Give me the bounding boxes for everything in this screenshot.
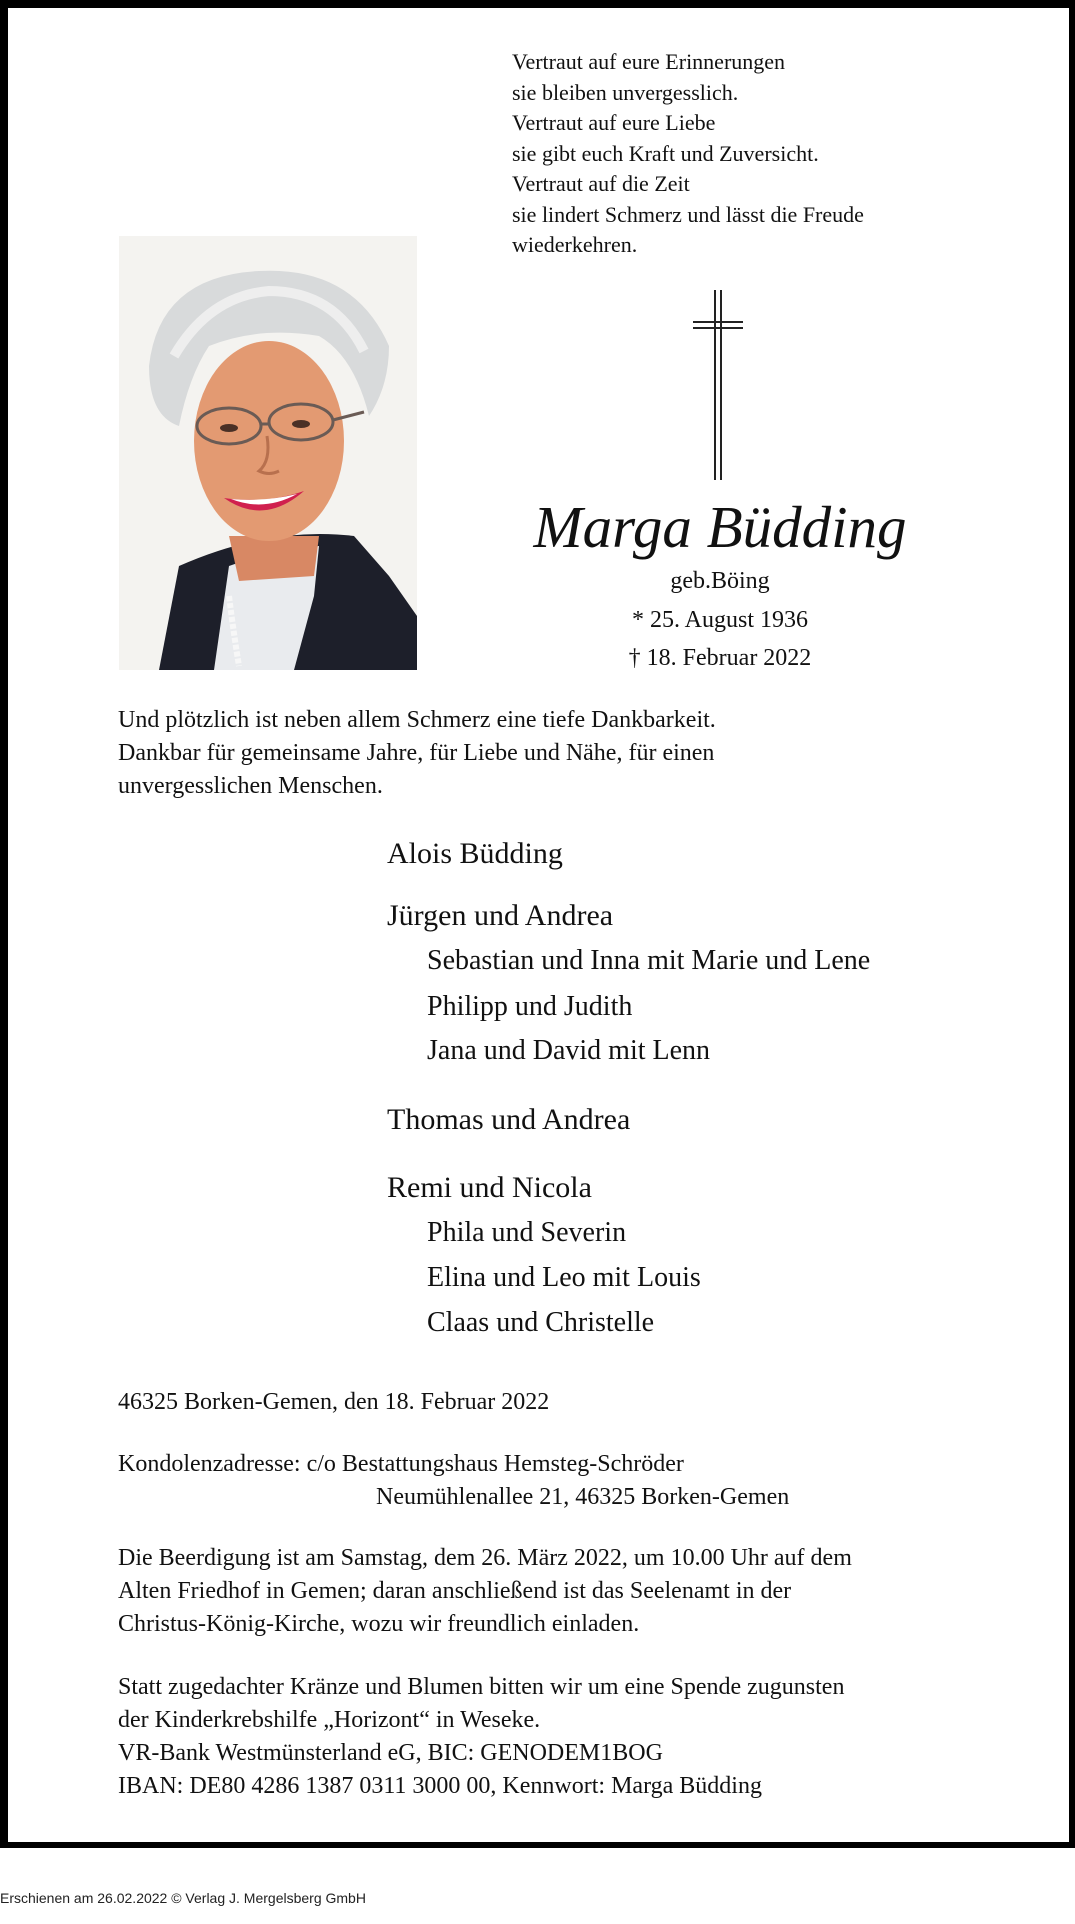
poem-line: Vertraut auf die Zeit [512, 171, 690, 196]
condolence-address [118, 1448, 789, 1514]
funeral-line: Christus-König-Kirche, wozu wir freundlich einladen. [118, 1611, 640, 1637]
family-group1-head: Jürgen und Andrea [387, 899, 614, 932]
intro-text [118, 704, 716, 803]
intro-line: Und plötzlich ist neben allem Schmerz eine tiefe Dankbarkeit. [118, 707, 716, 733]
donation-line: der Kinderkrebshilfe „Horizont“ in Weseke. [118, 1707, 541, 1733]
family-child: Jana und David mit Lenn [427, 1035, 711, 1066]
family-child: Sebastian und Inna mit Marie und Lene [427, 945, 871, 976]
family-spouse: Alois Büdding [387, 837, 563, 870]
intro-line: Dankbar für gemeinsame Jahre, für Liebe und Nähe, für einen [118, 740, 715, 766]
donation-line: Statt zugedachter Kränze und Blumen bitten wir um eine Spende zugunsten [118, 1674, 845, 1700]
intro-line: unvergesslichen Menschen. [118, 773, 383, 799]
donation-line: IBAN: DE80 4286 1387 0311 3000 00, Kennwort: Marga Büdding [118, 1773, 762, 1799]
family-child: Claas und Christelle [427, 1307, 655, 1338]
funeral-line: Die Beerdigung ist am Samstag, dem 26. März 2022, um 10.00 Uhr auf dem [118, 1545, 852, 1571]
donation-line: VR-Bank Westmünsterland eG, BIC: GENODEM1BOG [118, 1740, 663, 1766]
poem-line: Vertraut auf eure Erinnerungen [512, 49, 786, 74]
family-group3-head: Remi und Nicola [387, 1171, 592, 1204]
place-date: 46325 Borken-Gemen, den 18. Februar 2022 [118, 1389, 550, 1415]
cross-icon [688, 290, 748, 480]
maiden-name: geb.Böing [670, 568, 770, 594]
condolence-line: Neumühlenallee 21, 46325 Borken-Gemen [376, 1484, 790, 1510]
poem [512, 47, 864, 261]
poem-line: wiederkehren. [512, 232, 638, 257]
family-child: Philipp und Judith [427, 991, 633, 1022]
family-child: Phila und Severin [427, 1217, 627, 1248]
poem-line: sie bleiben unvergesslich. [512, 79, 739, 105]
deceased-name: Marga Büdding [533, 494, 907, 560]
death-date: † 18. Februar 2022 [628, 645, 812, 671]
condolence-line: Kondolenzadresse: c/o Bestattungshaus Hemsteg-Schröder [118, 1451, 684, 1477]
publication-footer: Erschienen am 26.02.2022 © Verlag J. Mergelsberg GmbH [0, 1890, 366, 1906]
poem-line: sie lindert Schmerz und lässt die Freude [512, 201, 864, 227]
birth-date: * 25. August 1936 [631, 607, 808, 633]
donation-info [118, 1671, 844, 1803]
poem-line: sie gibt euch Kraft und Zuversicht. [512, 140, 819, 166]
family-group2-head: Thomas und Andrea [387, 1103, 631, 1136]
funeral-info [118, 1542, 852, 1641]
poem-line: Vertraut auf eure Liebe [512, 110, 716, 135]
family-child: Elina und Leo mit Louis [427, 1262, 701, 1293]
portrait-photo [119, 236, 417, 670]
funeral-line: Alten Friedhof in Gemen; daran anschließend ist das Seelenamt in der [118, 1578, 792, 1604]
